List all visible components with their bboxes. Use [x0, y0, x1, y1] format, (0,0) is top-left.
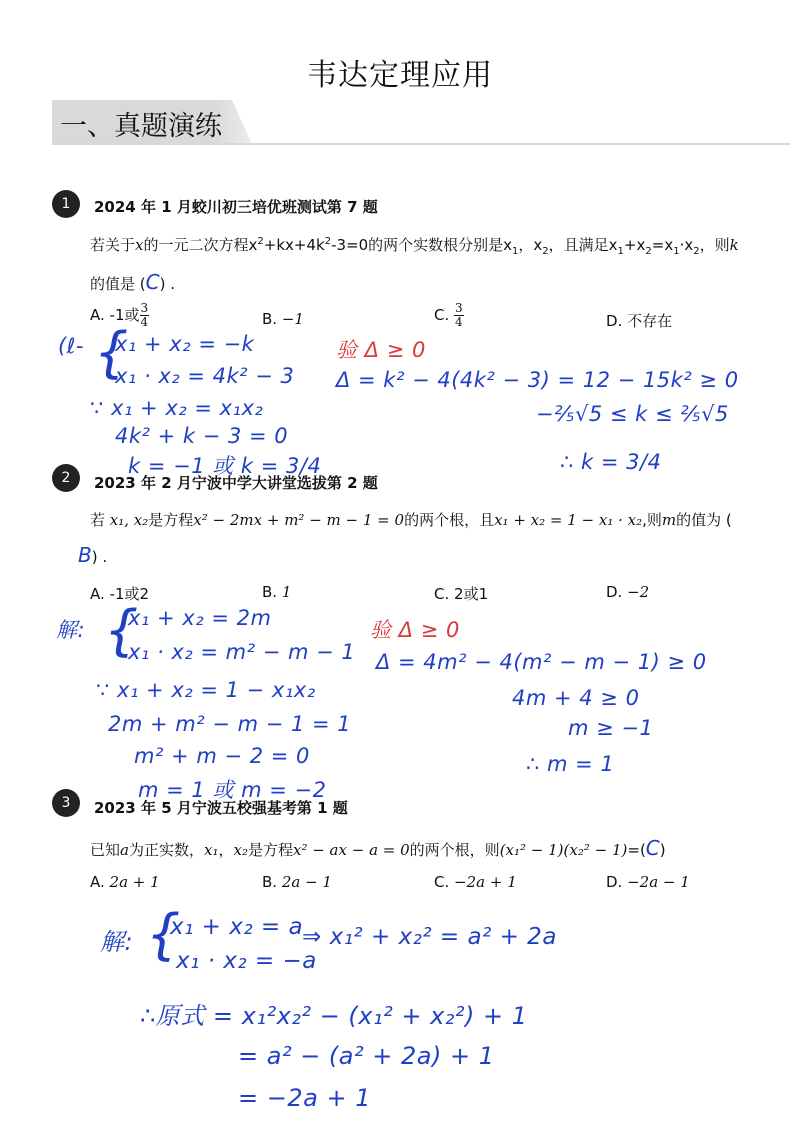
question-number-badge: 2 — [52, 464, 80, 492]
handwritten-line: = −2a + 1 — [238, 1084, 371, 1112]
handwritten-line: x₁ · x₂ = −a — [176, 948, 317, 974]
handwritten-line: ∵ x₁ + x₂ = x₁x₂ — [90, 396, 264, 420]
question-stem: 若 x₁, x₂是方程x² − 2mx + m² − m − 1 = 0的两个根，且x₁ + x₂ = 1 − x₁ · x₂,则m的值为 ( — [90, 511, 732, 529]
handwritten-solution-label: 解: — [100, 928, 134, 956]
handwritten-check: 验 Δ ≥ 0 — [370, 618, 460, 642]
question-heading: 2024 年 1 月蛟川初三培优班测试第 7 题 — [94, 198, 378, 216]
question-stem: 已知a为正实数，x₁，x₂是方程x² − ax − a = 0的两个根，则(x₁² − 1)(x₂² − 1)=(C) — [90, 836, 666, 860]
handwritten-answer: B — [78, 543, 92, 567]
handwritten-line: ∴ k = 3/4 — [560, 450, 662, 474]
option-d: D. −2 — [606, 583, 650, 601]
handwritten-solution-label: 解: — [56, 618, 86, 642]
option-d: D. −2a − 1 — [606, 873, 690, 891]
handwritten-line: ⇒ x₁² + x₂² = a² + 2a — [302, 924, 557, 950]
handwritten-answer: C — [645, 836, 660, 860]
option-c: C. 2或1 — [434, 585, 489, 603]
section-divider — [52, 143, 790, 145]
handwritten-line: x₁ · x₂ = m² − m − 1 — [128, 640, 356, 664]
section-title: 一、真题演练 — [60, 111, 222, 142]
option-a: A. 2a + 1 — [90, 873, 160, 891]
handwritten-line: ∵ x₁ + x₂ = 1 − x₁x₂ — [96, 678, 316, 702]
handwritten-line: = a² − (a² + 2a) + 1 — [238, 1042, 495, 1070]
brace-icon: { — [104, 599, 139, 662]
handwritten-line: m ≥ −1 — [568, 716, 654, 740]
handwritten-line: Δ = k² − 4(4k² − 3) = 12 − 15k² ≥ 0 — [336, 368, 739, 392]
question-heading: 2023 年 2 月宁波中学大讲堂选拔第 2 题 — [94, 474, 378, 492]
handwritten-line: 2m + m² − m − 1 = 1 — [108, 712, 352, 736]
handwritten-line: x₁ + x₂ = a — [170, 914, 304, 940]
handwritten-line: −⅖√5 ≤ k ≤ ⅖√5 — [536, 402, 729, 426]
handwritten-line: Δ = 4m² − 4(m² − m − 1) ≥ 0 — [376, 650, 707, 674]
option-b: B. 2a − 1 — [262, 873, 332, 891]
handwritten-line: ∴原式 = x₁²x₂² − (x₁² + x₂²) + 1 — [140, 1002, 528, 1030]
handwritten-line: 4m + 4 ≥ 0 — [512, 686, 640, 710]
handwritten-solution-label: (ℓ‑ — [58, 334, 84, 358]
brace-icon: { — [94, 321, 129, 384]
option-a: A. -1或2 — [90, 585, 150, 603]
page-title: 韦达定理应用 — [307, 58, 493, 93]
handwritten-answer: C — [145, 270, 160, 294]
handwritten-line: 4k² + k − 3 = 0 — [115, 424, 289, 448]
option-b: B. −1 — [262, 310, 304, 328]
handwritten-line: x₁ · x₂ = 4k² − 3 — [115, 364, 295, 388]
question-number-badge: 1 — [52, 190, 80, 218]
handwritten-line: m² + m − 2 = 0 — [134, 744, 310, 768]
question-stem: 若关于x的一元二次方程$x^2+kx+4k^2-3=0$的两个实数根分别是$x_1$，$x_2$，且满足$x_1+x_2=x_1\cdot x_2$，则k — [90, 236, 739, 257]
handwritten-line: x₁ + x₂ = 2m — [128, 606, 272, 630]
option-c: C. $\frac{3}{4}$ — [434, 301, 463, 329]
handwritten-line: x₁ + x₂ = −k — [115, 332, 255, 356]
question-heading: 2023 年 5 月宁波五校强基考第 1 题 — [94, 799, 348, 817]
handwritten-line: k = −1 或 k = 3/4 — [128, 454, 322, 478]
question-stem-line2: B) . — [78, 543, 108, 567]
handwritten-line: m = 1 或 m = −2 — [138, 778, 327, 802]
handwritten-line: ∴ m = 1 — [526, 752, 615, 776]
question-stem-line2: 的值是 (C) . — [90, 270, 175, 294]
option-c: C. −2a + 1 — [434, 873, 517, 891]
question-number-badge: 3 — [52, 789, 80, 817]
option-a: A. -1或 $\frac{3}{4}$ — [90, 301, 149, 329]
brace-icon: { — [146, 903, 181, 966]
handwritten-check: 验 Δ ≥ 0 — [336, 338, 426, 362]
option-b: B. 1 — [262, 583, 292, 601]
option-d: D. 不存在 — [606, 312, 673, 330]
